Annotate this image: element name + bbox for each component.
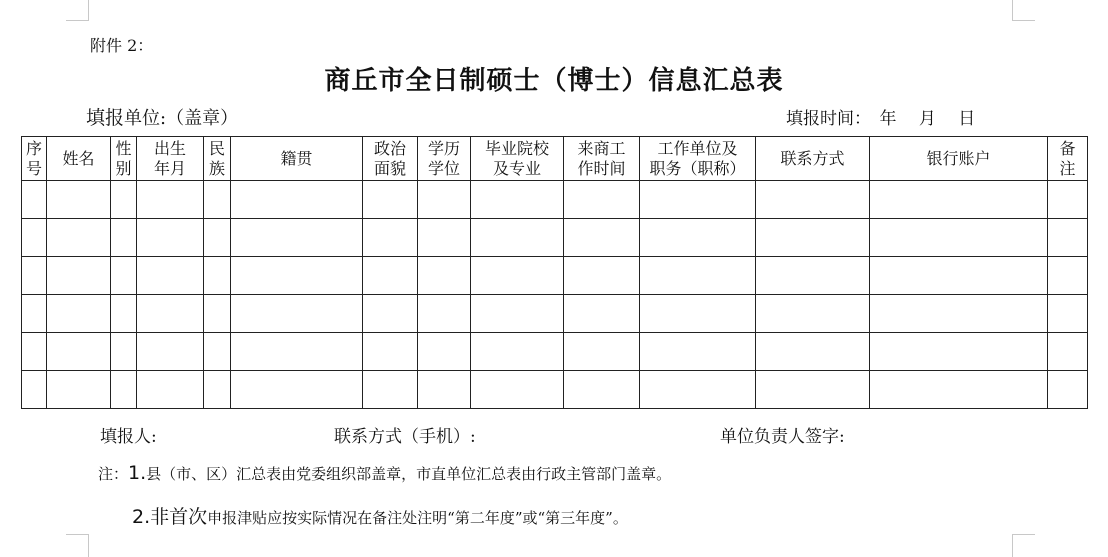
table-cell[interactable] [204, 333, 231, 371]
fill-unit-lead: 填报 [86, 107, 125, 129]
table-cell[interactable] [111, 257, 137, 295]
note-2-lead: 非首次 [150, 506, 208, 528]
table-cell[interactable] [204, 181, 231, 219]
table-cell[interactable] [1048, 219, 1088, 257]
table-cell[interactable] [471, 181, 564, 219]
table-cell[interactable] [231, 371, 363, 409]
header-political-status: 政治 面貌 [363, 137, 418, 181]
note-1 [98, 462, 671, 484]
table-row [22, 333, 1088, 371]
table-cell[interactable] [47, 219, 111, 257]
table-cell[interactable] [137, 181, 204, 219]
table-cell[interactable] [418, 181, 471, 219]
header-arrival-date: 来商工 作时间 [564, 137, 640, 181]
table-cell[interactable] [363, 333, 418, 371]
table-cell[interactable] [564, 333, 640, 371]
table-cell[interactable] [111, 295, 137, 333]
table-cell[interactable] [47, 371, 111, 409]
table-row [22, 219, 1088, 257]
table-cell[interactable] [870, 295, 1048, 333]
table-cell[interactable] [756, 257, 870, 295]
leader-signature-label: 单位负责人签字: [720, 427, 845, 447]
table-cell[interactable] [22, 219, 47, 257]
note-1-number: 1. [128, 462, 147, 484]
phone-label: 联系方式（手机）: [334, 427, 476, 447]
table-cell[interactable] [471, 371, 564, 409]
table-cell[interactable] [363, 257, 418, 295]
table-cell[interactable] [204, 219, 231, 257]
signer-label: 填报人: [100, 427, 157, 447]
table-cell[interactable] [564, 257, 640, 295]
table-cell[interactable] [418, 371, 471, 409]
page-title: 商丘市全日制硕士（博士）信息汇总表 [324, 66, 784, 96]
table-cell[interactable] [640, 181, 756, 219]
table-cell[interactable] [137, 219, 204, 257]
header-birth: 出生 年月 [137, 137, 204, 181]
attachment-label: 附件 2： [90, 36, 154, 55]
table-header-row [22, 137, 1088, 181]
table-cell[interactable] [137, 257, 204, 295]
table-cell[interactable] [756, 333, 870, 371]
table-cell[interactable] [1048, 181, 1088, 219]
table-cell[interactable] [870, 181, 1048, 219]
crop-mark-bottom-right [1012, 534, 1035, 557]
table-cell[interactable] [204, 295, 231, 333]
table-cell[interactable] [231, 219, 363, 257]
table-cell[interactable] [471, 333, 564, 371]
table-row [22, 181, 1088, 219]
table-cell[interactable] [137, 295, 204, 333]
note-2-number: 2. [132, 506, 151, 528]
table-cell[interactable] [756, 219, 870, 257]
table-cell[interactable] [418, 257, 471, 295]
fill-time: 填报时间： 年 月 日 [786, 109, 976, 129]
header-ethnicity: 民 族 [204, 137, 231, 181]
table-cell[interactable] [363, 295, 418, 333]
table-cell[interactable] [564, 219, 640, 257]
table-cell[interactable] [47, 181, 111, 219]
fill-unit-line [86, 103, 238, 130]
note-1-text: 县（市、区）汇总表由党委组织部盖章，市直单位汇总表由行政主管部门盖章。 [146, 465, 672, 483]
crop-mark-bottom-left [66, 534, 89, 557]
table-cell[interactable] [418, 295, 471, 333]
table-cell[interactable] [231, 181, 363, 219]
header-school-major: 毕业院校 及专业 [471, 137, 564, 181]
table-cell[interactable] [22, 295, 47, 333]
table-row [22, 371, 1088, 409]
crop-mark-top-right [1012, 0, 1035, 21]
note-2-text: 申报津贴应按实际情况在备注处注明“第二年度”或“第三年度”。 [207, 509, 628, 527]
table-cell[interactable] [47, 333, 111, 371]
table-cell[interactable] [1048, 371, 1088, 409]
table-cell[interactable] [111, 371, 137, 409]
header-degree: 学历 学位 [418, 137, 471, 181]
table-cell[interactable] [756, 181, 870, 219]
table-cell[interactable] [137, 371, 204, 409]
note-prefix: 注： [98, 465, 129, 483]
fill-unit-rest: 单位:（盖章） [124, 108, 239, 129]
header-name: 姓名 [47, 137, 111, 181]
table-cell[interactable] [564, 295, 640, 333]
table-cell[interactable] [231, 257, 363, 295]
table-cell[interactable] [363, 219, 418, 257]
table-cell[interactable] [640, 371, 756, 409]
table-cell[interactable] [1048, 295, 1088, 333]
table-row [22, 257, 1088, 295]
table-cell[interactable] [231, 295, 363, 333]
table-cell[interactable] [471, 257, 564, 295]
table-cell[interactable] [418, 219, 471, 257]
header-remarks: 备 注 [1048, 137, 1088, 181]
table-cell[interactable] [363, 181, 418, 219]
table-cell[interactable] [471, 295, 564, 333]
table-cell[interactable] [47, 295, 111, 333]
table-cell[interactable] [204, 371, 231, 409]
table-cell[interactable] [111, 219, 137, 257]
table-cell[interactable] [1048, 333, 1088, 371]
table-cell[interactable] [231, 333, 363, 371]
table-body [22, 181, 1088, 409]
table-cell[interactable] [640, 295, 756, 333]
table-cell[interactable] [22, 333, 47, 371]
table-cell[interactable] [22, 371, 47, 409]
table-cell[interactable] [756, 371, 870, 409]
table-cell[interactable] [111, 333, 137, 371]
header-employer-title: 工作单位及 职务（职称） [640, 137, 756, 181]
table-cell[interactable] [137, 333, 204, 371]
header-gender: 性 别 [111, 137, 137, 181]
table-cell[interactable] [870, 333, 1048, 371]
table-cell[interactable] [471, 219, 564, 257]
header-index: 序 号 [22, 137, 47, 181]
table-cell[interactable] [564, 181, 640, 219]
table-cell[interactable] [22, 181, 47, 219]
table-cell[interactable] [418, 333, 471, 371]
table-cell[interactable] [111, 181, 137, 219]
table-cell[interactable] [363, 371, 418, 409]
summary-table [21, 136, 1088, 409]
table-cell[interactable] [870, 257, 1048, 295]
note-2 [132, 502, 628, 529]
header-contact: 联系方式 [756, 137, 870, 181]
table-cell[interactable] [564, 371, 640, 409]
table-cell[interactable] [870, 371, 1048, 409]
table-cell[interactable] [204, 257, 231, 295]
header-native-place: 籍贯 [231, 137, 363, 181]
crop-mark-top-left [66, 0, 89, 21]
table-cell[interactable] [640, 333, 756, 371]
table-cell[interactable] [22, 257, 47, 295]
header-bank-account: 银行账户 [870, 137, 1048, 181]
table-cell[interactable] [640, 257, 756, 295]
table-cell[interactable] [870, 219, 1048, 257]
table-cell[interactable] [640, 219, 756, 257]
table-cell[interactable] [756, 295, 870, 333]
table-row [22, 295, 1088, 333]
table-cell[interactable] [1048, 257, 1088, 295]
table-cell[interactable] [47, 257, 111, 295]
